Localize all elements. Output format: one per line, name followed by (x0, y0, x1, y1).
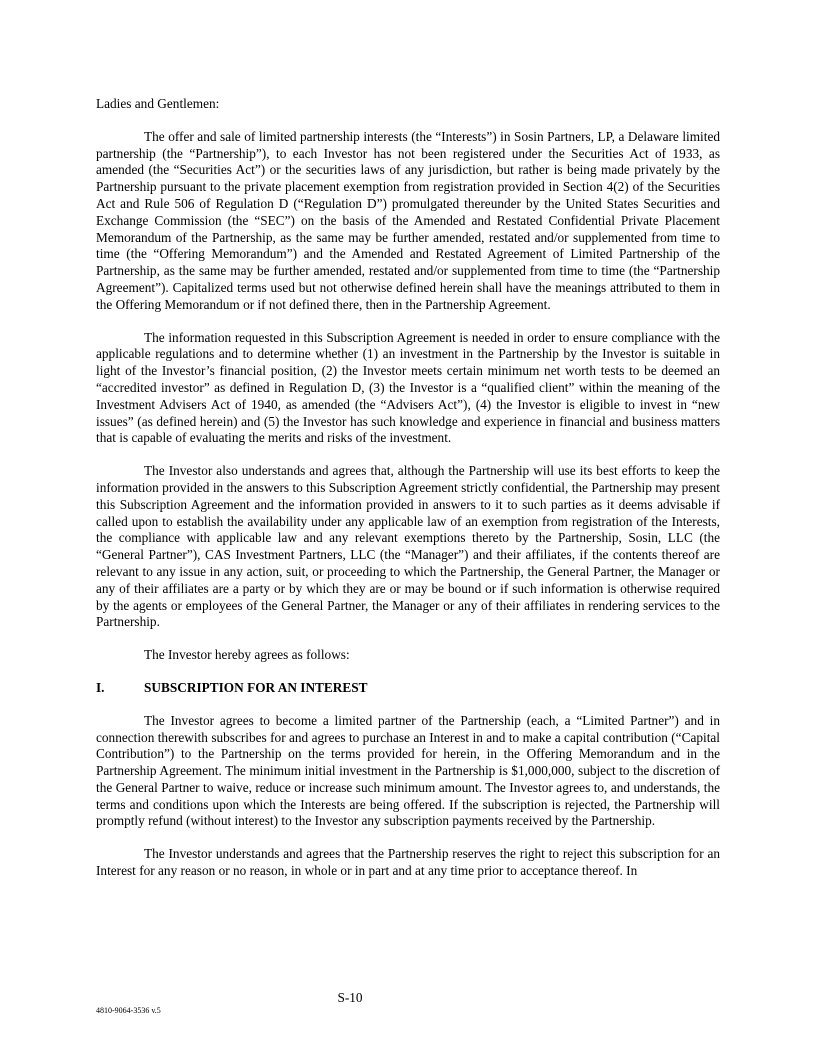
paragraph-rejection-right: The Investor understands and agrees that the Partnership reserves the right to reject this subscription for an Interest for any reason or no reason, in whole or in part and at any time prior to acceptance thereof. In (96, 846, 720, 879)
document-body (96, 96, 720, 896)
paragraph-offering: The offer and sale of limited partnership interests (the “Interests”) in Sosin Partners, LP, a Delaware limited partnership (the “Partnership”), to each Investor has not been registered under the Securities Act of 1933, as amended (the “Securities Act”) or the securities laws of any jurisdiction, but rather is being made privately by the Partnership pursuant to the private placement exemption from registration provided in Section 4(2) of the Securities Act and Rule 506 of Regulation D (“Regulation D”) promulgated thereunder by the United States Securities and Exchange Commission (the “SEC”) on the basis of the Amended and Restated Confidential Private Placement Memorandum of the Partnership, as the same may be further amended, restated and/or supplemented from time to time (the “Offering Memorandum”) and the Amended and Restated Agreement of Limited Partnership of the Partnership, as the same may be further amended, restated and/or supplemented from time to time (the “Partnership Agreement”). Capitalized terms used but not otherwise defined herein shall have the meanings attributed to them in the Offering Memorandum or if not defined there, then in the Partnership Agreement. (96, 128, 720, 312)
section-title: SUBSCRIPTION FOR AN INTEREST (144, 679, 368, 695)
paragraph-information-requested: The information requested in this Subscription Agreement is needed in order to ensure compliance with the applicable regulations and to determine whether (1) an investment in the Partnership by the Investor is suitable in light of the Investor’s financial position, (2) the Investor meets certain minimum net worth tests to be deemed an “accredited investor” as defined in Regulation D, (3) the Investor is a “qualified client” within the meaning of the Investment Advisers Act of 1940, as amended (the “Advisers Act”), (4) the Investor is eligible to invest in “new issues” (as defined herein) and (5) the Investor has such knowledge and experience in financial and business matters that is capable of evaluating the merits and risks of the investment. (96, 329, 720, 446)
paragraph-confidentiality: The Investor also understands and agrees that, although the Partnership will use its best efforts to keep the information provided in the answers to this Subscription Agreement strictly confidential, the Partnership may present this Subscription Agreement and the information provided in answers to it to such parties as it deems advisable if called upon to establish the availability under any applicable law of an exemption from registration of the Interests, the compliance with applicable law and any relevant exemptions thereto by the Partnership, Sosin, LLC (the “General Partner”), CAS Investment Partners, LLC (the “Manager”) and their affiliates, if the contents thereof are relevant to any issue in any action, suit, or proceeding to which the Partnership, the General Partner, the Manager or any of their affiliates are a party or by which they are or may be bound or if such information is otherwise required by the agents or employees of the General Partner, the Manager or any of their affiliates in rendering services to the Partnership. (96, 463, 720, 630)
paragraph-agrees-as-follows: The Investor hereby agrees as follows: (144, 647, 350, 663)
document-id: 4810-9064-3536 v.5 (96, 1006, 161, 1015)
paragraph-subscription: The Investor agrees to become a limited partner of the Partnership (each, a “Limited Partner”) and in connection therewith subscribes for and agrees to purchase an Interest in and to make a capital contribution (“Capital Contribution”) to the Partnership on the terms provided for herein, in the Offering Memorandum and in the Partnership Agreement. The minimum initial investment in the Partnership is $1,000,000, subject to the discretion of the General Partner to waive, reduce or increase such minimum amount. The Investor agrees to, and understands, the terms and conditions upon which the Interests are being offered. If the subscription is rejected, the Partnership will promptly refund (without interest) to the Investor any subscription payments received by the Partnership. (96, 712, 720, 829)
salutation: Ladies and Gentlemen: (96, 96, 220, 111)
page-number: S-10 (337, 990, 363, 1005)
section-heading (96, 680, 720, 697)
section-number: I. (96, 679, 105, 695)
